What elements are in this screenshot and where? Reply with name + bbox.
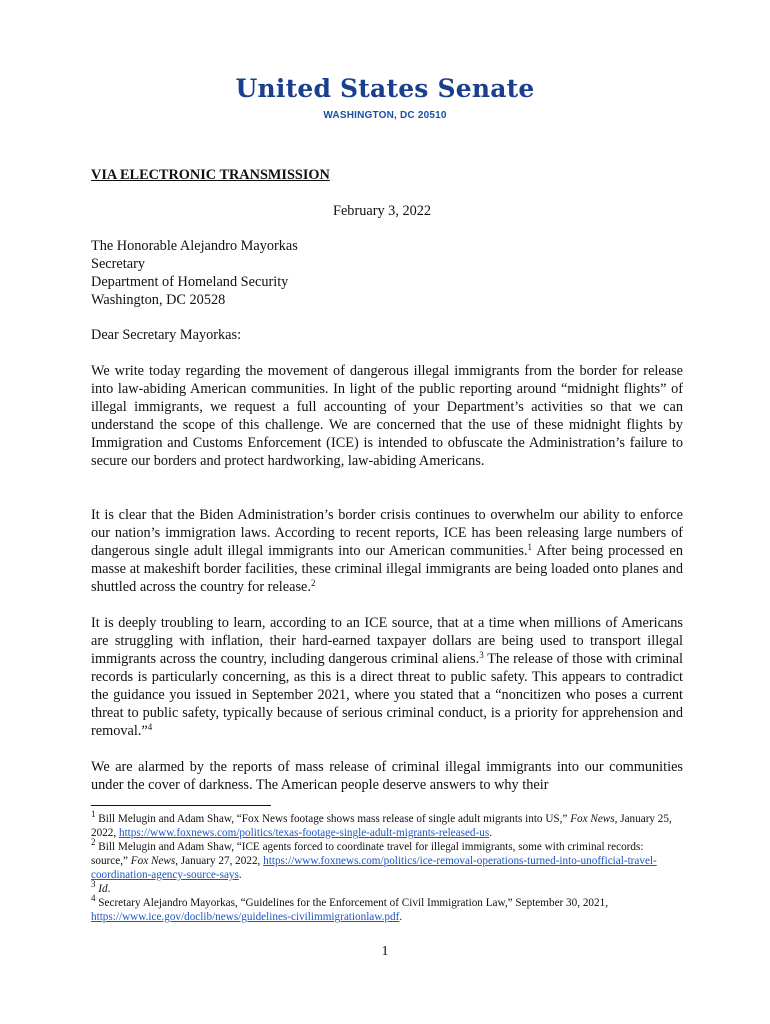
paragraph-3-text-b: The release of those with criminal records is particularly concerning, as this is a direct threat to public safety. This appears to contradict the guidance you issued in September 2021, where you stated that a “noncitizen who poses a current threat to public safety, typically because of serious criminal conduct, is a priority for apprehension and removal.” [91, 651, 683, 739]
recipient-city: Washington, DC 20528 [91, 292, 226, 308]
letterhead-address: WASHINGTON, DC 20510 [323, 110, 447, 121]
footnote-ref-3[interactable]: 3 [479, 650, 484, 660]
page-number: 1 [381, 944, 389, 959]
paragraph-3 [91, 614, 683, 740]
salutation: Dear Secretary Mayorkas: [91, 327, 242, 343]
footnote-1 [91, 809, 679, 840]
footnote-ref-4[interactable]: 4 [147, 722, 153, 732]
footnotes [91, 809, 679, 924]
paragraph-1: We write today regarding the movement of dangerous illegal immigrants from the border for release into law-abiding American communities. In light of the public reporting around “midnight flights” of illegal immigrants, we request a full accounting of your Department’s activities so that we can understand the scope of this challenge. We are concerned that the use of these midnight flights by Immigration and Customs Enforcement (ICE) is intended to obfuscate the Administration’s failure to secure our borders and protect hardworking, law-abiding Americans. [91, 363, 683, 469]
footnote-3-end: . [107, 883, 111, 895]
footnote-2 [91, 837, 679, 882]
footnote-ref-1[interactable]: 1 [527, 542, 533, 552]
footnote-ref-2[interactable]: 2 [310, 578, 316, 588]
letterhead-title: United States Senate [235, 74, 535, 103]
footnote-2-publication: Fox News [130, 855, 176, 867]
footnote-2-end: . [238, 869, 242, 881]
footnote-4-number: 4 [91, 893, 96, 903]
footnote-2-text: Bill Melugin and Adam Shaw, “ICE agents forced to coordinate travel for illegal immigrants, some with criminal records: source,” [91, 841, 644, 867]
paragraph-4: We are alarmed by the reports of mass release of criminal illegal immigrants into our communities under the cover of darkness. The American people deserve answers to why their [91, 759, 683, 793]
footnote-1-date: , January 25, 2022, [91, 813, 672, 839]
paragraph-2 [91, 506, 683, 596]
footnote-2-date: , January 27, 2022, [175, 855, 264, 867]
paragraph-3-text-a: It is deeply troubling to learn, according to an ICE source, that at a time when millions of Americans are struggling with inflation, their hard-earned taxpayer dollars are being used to transport illegal immigrants across the country, including dangerous criminal aliens. [91, 615, 683, 667]
recipient-name: The Honorable Alejandro Mayorkas [91, 238, 298, 254]
footnote-1-publication: Fox News [570, 813, 615, 825]
letter-date: February 3, 2022 [333, 203, 432, 219]
footnote-1-link[interactable]: https://www.foxnews.com/politics/texas-footage-single-adult-migrants-released-us [118, 827, 490, 839]
paragraph-2-text-a: It is clear that the Biden Administration’s border crisis continues to overwhelm our ability to enforce our nation’s immigration laws. According to recent reports, ICE has been releasing large numbers of dangerous single adult illegal immigrants into our American communities. [91, 507, 683, 559]
recipient-title: Secretary [91, 256, 145, 272]
footnote-3 [91, 879, 679, 896]
footnote-4 [91, 893, 679, 924]
footnote-4-link[interactable]: https://www.ice.gov/doclib/news/guidelines-civilimmigrationlaw.pdf [91, 911, 400, 923]
footnote-divider [91, 805, 271, 806]
recipient-department: Department of Homeland Security [91, 274, 289, 290]
recipient-address [91, 237, 683, 309]
paragraph-2-text-b: After being processed en masse at makeshift border facilities, these criminal illegal immigrants are being loaded onto planes and shuttled across the country for release. [91, 543, 683, 595]
footnote-1-number: 1 [91, 809, 96, 819]
footnote-2-number: 2 [91, 837, 96, 847]
footnote-4-end: . [399, 911, 403, 923]
footnote-3-number: 3 [91, 879, 96, 889]
via-line: VIA ELECTRONIC TRANSMISSION [91, 167, 330, 183]
footnote-2-link[interactable]: https://www.foxnews.com/politics/ice-removal-operations-turned-into-unofficial-travel-coordination-agency-source-says [91, 855, 657, 881]
footnote-1-end: . [489, 827, 492, 839]
footnote-1-text: Bill Melugin and Adam Shaw, “Fox News footage shows mass release of single adult migrants into US,” [95, 813, 571, 825]
footnote-3-text: Id [95, 883, 108, 895]
footnote-4-text: Secretary Alejandro Mayorkas, “Guidelines for the Enforcement of Civil Immigration Law,” September 30, 2021, [95, 897, 609, 909]
